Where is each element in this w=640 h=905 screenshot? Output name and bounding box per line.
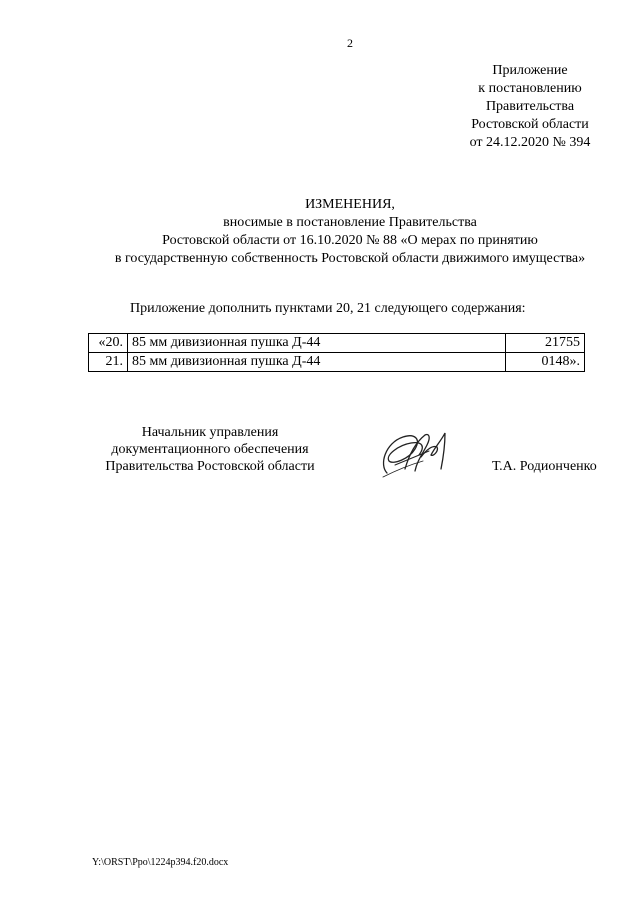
appendix-line: Правительства <box>485 99 575 114</box>
row-number: 21. <box>89 353 128 372</box>
signer-title <box>80 424 340 475</box>
handwritten-signature <box>375 425 465 485</box>
item-name: 85 мм дивизионная пушка Д-44 <box>127 334 505 353</box>
signer-title-line: Правительства Ростовской области <box>105 459 315 474</box>
page-number: 2 <box>347 36 353 50</box>
title-line: Ростовской области от 16.10.2020 № 88 «О мерах по принятию <box>162 233 538 248</box>
items-table <box>88 333 585 372</box>
serial-number: 21755 <box>506 334 585 353</box>
title-line: в государственную собственность Ростовской области движимого имущества» <box>114 251 586 266</box>
signer-title-line: документационного обеспечения <box>111 442 309 457</box>
title-heading: ИЗМЕНЕНИЯ, <box>305 197 395 212</box>
appendix-line: Приложение <box>492 63 568 78</box>
title-line: вносимые в постановление Правительства <box>223 215 477 230</box>
appendix-line: к постановлению <box>478 81 582 96</box>
table-row <box>89 353 585 372</box>
signer-name: Т.А. Родионченко <box>492 459 597 474</box>
intro-paragraph: Приложение дополнить пунктами 20, 21 следующего содержания: <box>130 301 526 316</box>
item-name: 85 мм дивизионная пушка Д-44 <box>127 353 505 372</box>
table-row <box>89 334 585 353</box>
appendix-date-line: от 24.12.2020 № 394 <box>469 135 591 150</box>
appendix-line: Ростовской области <box>471 117 589 132</box>
row-number: «20. <box>89 334 128 353</box>
file-path-footer: Y:\ORST\Ppo\1224p394.f20.docx <box>92 857 229 868</box>
signer-title-line: Начальник управления <box>141 425 279 440</box>
serial-number: 0148». <box>506 353 585 372</box>
appendix-header <box>430 62 630 152</box>
document-title <box>80 196 620 268</box>
